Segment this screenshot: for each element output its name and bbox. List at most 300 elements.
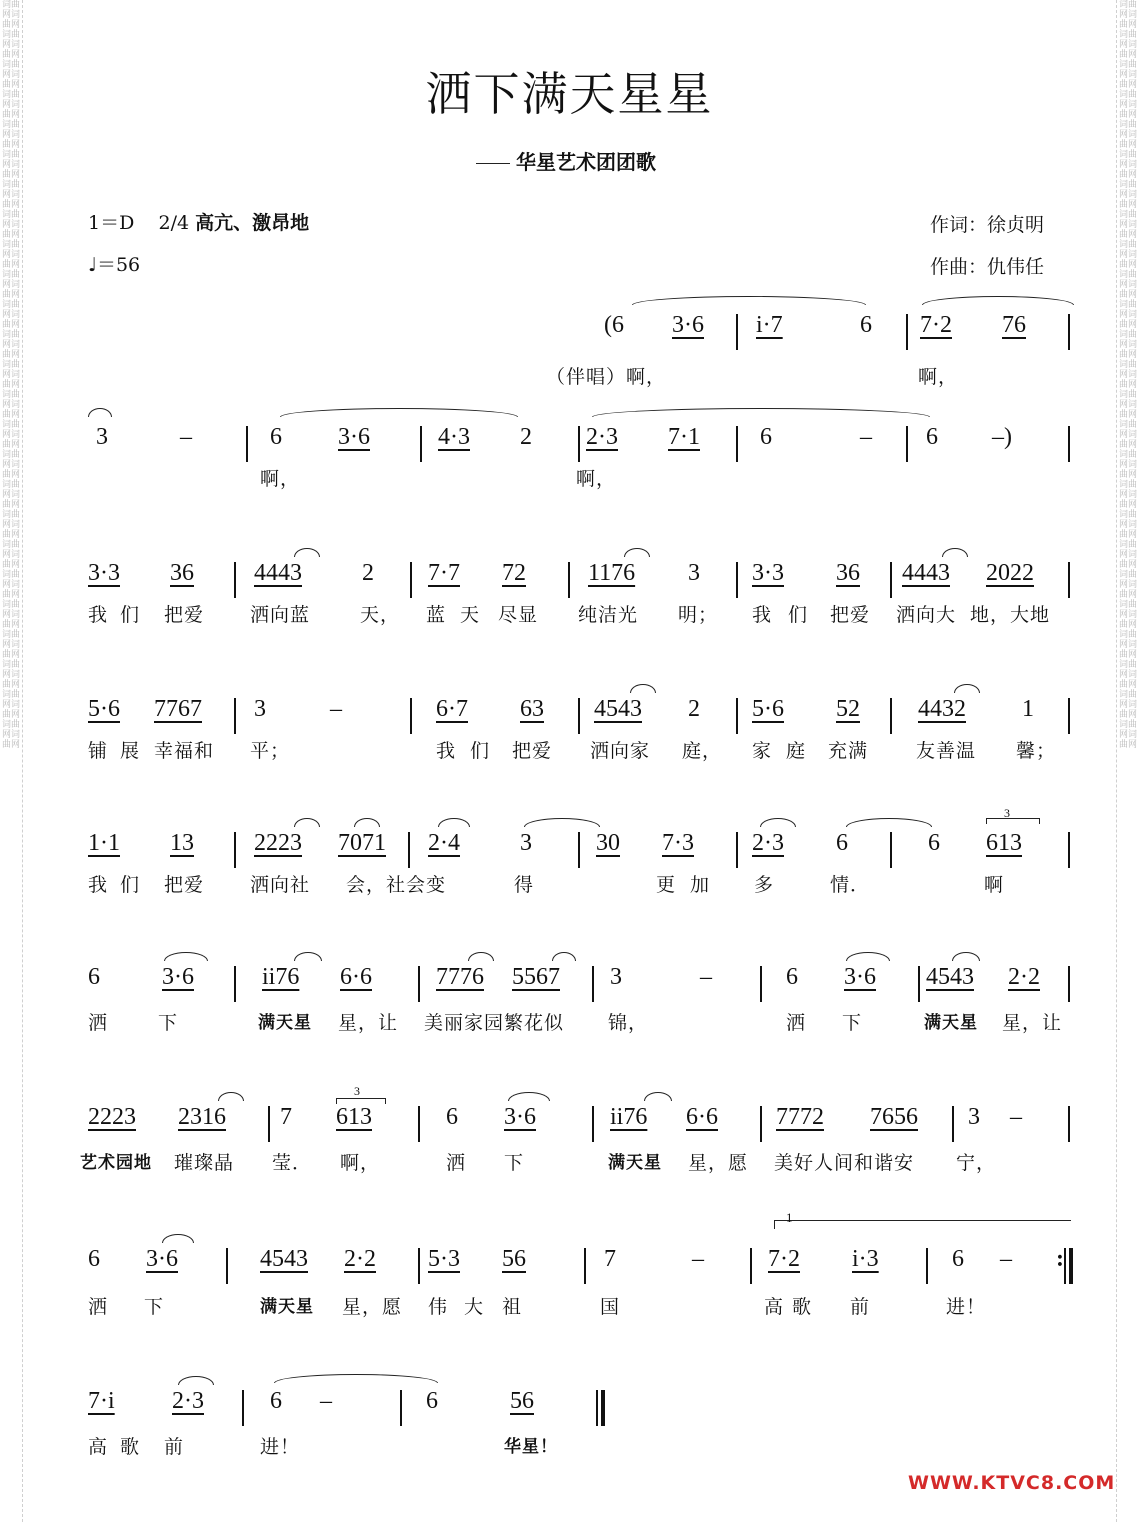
lyric: 满天星 — [924, 1013, 978, 1033]
barline — [760, 966, 762, 1002]
lyric: 啊 — [984, 874, 1005, 896]
note: 3·6 — [844, 964, 876, 990]
lyric: 们 — [788, 604, 809, 626]
subtitle-dash — [476, 163, 510, 164]
note: (6 — [604, 312, 624, 338]
lyric: 进！ — [260, 1436, 301, 1458]
score-row-9 — [84, 1388, 1074, 1478]
lyric: 下 — [842, 1012, 863, 1034]
barline — [420, 426, 422, 462]
note: 7656 — [870, 1104, 918, 1130]
note: – — [1000, 1246, 1012, 1272]
tie — [760, 818, 796, 827]
lyric: 馨； — [1016, 740, 1057, 762]
barline — [408, 832, 410, 868]
lyrics-line — [84, 1008, 1074, 1038]
lyric: 天 — [460, 604, 481, 626]
final-barline — [1069, 1248, 1073, 1284]
lyric: 展 — [120, 740, 141, 762]
note: 613 — [986, 830, 1022, 856]
tie — [552, 952, 576, 961]
tie — [624, 548, 650, 557]
barline — [234, 562, 236, 598]
lyric: 华星！ — [504, 1437, 558, 1457]
note: 2·3 — [586, 424, 618, 450]
note: – — [320, 1388, 332, 1414]
lyric: 进！ — [946, 1296, 987, 1318]
note: 6 — [926, 424, 938, 450]
lyric: 加 — [690, 874, 711, 896]
tie — [508, 1092, 550, 1101]
notes-line — [84, 696, 1074, 736]
lyric: 地，大地 — [970, 604, 1051, 626]
note: 2 — [520, 424, 532, 450]
note: 3 — [96, 424, 108, 450]
note: 7·i — [88, 1388, 115, 1414]
note: 2·3 — [172, 1388, 204, 1414]
barline — [418, 966, 420, 1002]
barline — [1068, 966, 1070, 1002]
lyric: 洒 — [88, 1012, 109, 1034]
note: 4443 — [254, 560, 302, 586]
lyric: 幸福和 — [154, 740, 215, 762]
note: – — [180, 424, 192, 450]
note: 4543 — [594, 696, 642, 722]
tie — [846, 952, 890, 961]
lyric: 洒 — [786, 1012, 807, 1034]
slur — [274, 1374, 438, 1383]
lyric: 大 — [464, 1296, 485, 1318]
tie — [468, 952, 494, 961]
lyrics-line — [84, 464, 1074, 494]
barline — [268, 1106, 270, 1142]
score-row-8 — [84, 1210, 1074, 1336]
barline — [890, 562, 892, 598]
barline — [1068, 1106, 1070, 1142]
lyric: 歌 — [792, 1296, 813, 1318]
notes-line — [84, 312, 1074, 352]
lyrics-line — [84, 600, 1074, 630]
note: 3·6 — [146, 1246, 178, 1272]
note: 6 — [270, 1388, 282, 1414]
lyric: 更 — [656, 874, 677, 896]
note: 5·6 — [752, 696, 784, 722]
note: 7071 — [338, 830, 386, 856]
note: 13 — [170, 830, 194, 856]
note: ii76 — [262, 964, 300, 990]
tie — [942, 548, 968, 557]
final-barline — [601, 1390, 605, 1426]
note: 3·3 — [88, 560, 120, 586]
lyric: 我 — [752, 604, 773, 626]
barline — [926, 1248, 928, 1284]
lyric: 艺术园地 — [80, 1153, 152, 1173]
barline — [578, 832, 580, 868]
note: 5567 — [512, 964, 560, 990]
barline — [242, 1390, 244, 1426]
barline — [906, 426, 908, 462]
note: –) — [992, 424, 1012, 450]
triplet-bracket — [986, 818, 1040, 824]
notes-line — [84, 560, 1074, 600]
slur — [922, 296, 1074, 305]
slur — [632, 296, 866, 305]
barline — [410, 562, 412, 598]
lyric: 洒向家 — [590, 740, 651, 762]
lyric: 变 — [426, 874, 447, 896]
note: – — [330, 696, 342, 722]
note: 7·3 — [662, 830, 694, 856]
note: – — [860, 424, 872, 450]
note: 56 — [502, 1246, 526, 1272]
note: 6 — [270, 424, 282, 450]
barline — [234, 966, 236, 1002]
note: 2·2 — [344, 1246, 376, 1272]
tie — [178, 1376, 214, 1385]
tie — [524, 818, 600, 827]
lyric: 把爱 — [164, 874, 205, 896]
side-watermark-left: 词曲网词曲网词曲网词曲网词曲网词曲网词曲网词曲网词曲网词曲网词曲网词曲网词曲网词曲网词曲网词曲网词曲网词曲网词曲网词曲网词曲网词曲网词曲网词曲网词曲网词曲网词曲网词曲网词曲网词曲网词曲网词曲网词曲网词曲网词曲网词曲网词曲网词曲网词曲网词曲网词曲网词曲网词曲网词曲网词曲网词曲网词曲网词曲网词曲网词曲网 — [2, 0, 20, 750]
note: 63 — [520, 696, 544, 722]
slur — [280, 408, 518, 417]
note: 1176 — [588, 560, 636, 586]
barline — [906, 314, 908, 350]
lyric: 宁， — [956, 1152, 997, 1174]
barline — [592, 966, 594, 1002]
note: 2·2 — [1008, 964, 1040, 990]
slur — [88, 408, 112, 417]
barline — [918, 966, 920, 1002]
tie — [164, 952, 208, 961]
barline — [400, 1390, 402, 1426]
barline — [1068, 698, 1070, 734]
note: 2·4 — [428, 830, 460, 856]
barline — [736, 426, 738, 462]
barline — [234, 698, 236, 734]
lyric: 星，让 — [338, 1012, 399, 1034]
lyric: 们 — [120, 874, 141, 896]
note: 5·6 — [88, 696, 120, 722]
lyric: 尽显 — [498, 604, 539, 626]
lyric: 会，社会 — [346, 874, 427, 896]
barline — [760, 1106, 762, 1142]
note: 6 — [928, 830, 940, 856]
note: 6 — [836, 830, 848, 856]
lyric: 满天星 — [608, 1153, 662, 1173]
barline — [592, 1106, 594, 1142]
lyric: 歌 — [120, 1436, 141, 1458]
lyric: 洒 — [446, 1152, 467, 1174]
lyric: 多 — [754, 874, 775, 896]
note: 2022 — [986, 560, 1034, 586]
barline — [418, 1106, 420, 1142]
note: 613 — [336, 1104, 372, 1130]
note: 2316 — [178, 1104, 226, 1130]
note: 3·3 — [752, 560, 784, 586]
notes-line — [84, 806, 1074, 870]
barline — [1068, 832, 1070, 868]
score-row-5 — [84, 806, 1074, 920]
barline — [890, 832, 892, 868]
note: 76 — [1002, 312, 1026, 338]
note: – — [700, 964, 712, 990]
barline — [410, 698, 412, 734]
subtitle — [476, 146, 656, 175]
lyric: 下 — [504, 1152, 525, 1174]
notes-line — [84, 1388, 1074, 1428]
note: 3 — [520, 830, 532, 856]
lyric: 情． — [830, 874, 871, 896]
barline — [584, 1248, 586, 1284]
note: 52 — [836, 696, 860, 722]
lyrics-line — [84, 870, 1074, 900]
lyrics-line — [80, 1148, 1074, 1178]
volta-bracket — [774, 1220, 1071, 1229]
note: 3·6 — [162, 964, 194, 990]
lyric: 家 — [752, 740, 773, 762]
key-signature: 1＝D — [88, 212, 135, 234]
note: – — [1010, 1104, 1022, 1130]
note: 1 — [1022, 696, 1034, 722]
lyric: 天， — [360, 604, 401, 626]
lyric: 下 — [144, 1296, 165, 1318]
note: 56 — [510, 1388, 534, 1414]
lyrics-line — [84, 1432, 1074, 1462]
lyric: 满天星 — [260, 1297, 314, 1317]
barline — [890, 698, 892, 734]
tie — [294, 818, 320, 827]
barline — [736, 832, 738, 868]
lyric: 铺 — [88, 740, 109, 762]
composer: 作曲：仇伟任 — [930, 256, 1045, 278]
note: 3 — [688, 560, 700, 586]
note: 36 — [836, 560, 860, 586]
lyric: 我 — [436, 740, 457, 762]
score-row-6 — [84, 964, 1074, 1054]
side-rule-left — [22, 0, 23, 1522]
lyric: 美好人间和谐安 — [774, 1152, 915, 1174]
tie — [294, 952, 322, 961]
note: 7 — [604, 1246, 616, 1272]
lyrics-line — [84, 1292, 1074, 1322]
lyric: 星，让 — [1002, 1012, 1063, 1034]
barline — [1068, 562, 1070, 598]
lyric: 高 — [764, 1296, 785, 1318]
song-title: 洒下满天星星 — [425, 67, 714, 121]
lyric: 国 — [600, 1296, 621, 1318]
lyric: 充满 — [828, 740, 869, 762]
subtitle-text: 华星艺术团团歌 — [516, 150, 656, 174]
note: 2223 — [88, 1104, 136, 1130]
note: 4543 — [260, 1246, 308, 1272]
note: 7·7 — [428, 560, 460, 586]
note: 6 — [786, 964, 798, 990]
key-time-line — [88, 208, 309, 235]
notes-line — [84, 964, 1074, 1004]
lyrics-line — [84, 736, 1074, 766]
note: 4543 — [926, 964, 974, 990]
score-row-3 — [84, 560, 1074, 650]
side-watermark-right: 词曲网词曲网词曲网词曲网词曲网词曲网词曲网词曲网词曲网词曲网词曲网词曲网词曲网词曲网词曲网词曲网词曲网词曲网词曲网词曲网词曲网词曲网词曲网词曲网词曲网词曲网词曲网词曲网词曲网词曲网词曲网词曲网词曲网词曲网词曲网词曲网词曲网词曲网词曲网词曲网词曲网词曲网词曲网词曲网词曲网词曲网词曲网词曲网词曲网词曲网 — [1119, 0, 1137, 750]
site-watermark-logo — [908, 1472, 1115, 1494]
lyric: 们 — [470, 740, 491, 762]
lyricist: 作词：徐贞明 — [930, 214, 1045, 236]
tie — [294, 548, 320, 557]
repeat-dots: : — [1056, 1246, 1064, 1272]
lyric: 把爱 — [512, 740, 553, 762]
barline — [234, 832, 236, 868]
note: 36 — [170, 560, 194, 586]
note: 6 — [860, 312, 872, 338]
note: 6 — [760, 424, 772, 450]
barline — [568, 562, 570, 598]
note: 7·1 — [668, 424, 700, 450]
note: 2 — [362, 560, 374, 586]
barline — [226, 1248, 228, 1284]
note: i·3 — [852, 1246, 879, 1272]
note: 6·6 — [686, 1104, 718, 1130]
note: 7767 — [154, 696, 202, 722]
note: 2·3 — [752, 830, 784, 856]
note: 1·1 — [88, 830, 120, 856]
lyric: 啊， — [918, 366, 959, 388]
note: 6·7 — [436, 696, 468, 722]
triplet-mark: 3 — [354, 1084, 360, 1098]
lyric: 星，愿 — [342, 1296, 403, 1318]
lyric: 洒向社 — [250, 874, 311, 896]
lyric: 洒向蓝 — [250, 604, 311, 626]
notes-line — [84, 424, 1074, 464]
tie — [952, 952, 980, 961]
notes-line — [84, 1210, 1074, 1286]
note: 7·2 — [768, 1246, 800, 1272]
lyric: 明； — [678, 604, 719, 626]
lyric: 们 — [120, 604, 141, 626]
barline — [736, 314, 738, 350]
note: ii76 — [610, 1104, 648, 1130]
lyric: 美丽家园繁花似 — [424, 1012, 565, 1034]
lyric: 把爱 — [164, 604, 205, 626]
note: 5·3 — [428, 1246, 460, 1272]
note: 7772 — [776, 1104, 824, 1130]
barline — [1068, 314, 1070, 350]
tie — [162, 1234, 194, 1243]
lyric: 蓝 — [426, 604, 447, 626]
expression-mark: 高亢、激昂地 — [195, 212, 310, 234]
lyric: 伟 — [428, 1296, 449, 1318]
volta-number: 1 — [786, 1210, 793, 1225]
lyric: 平； — [250, 740, 291, 762]
lyric: 星，愿 — [688, 1152, 749, 1174]
barline — [1064, 1248, 1066, 1284]
note: 3 — [254, 696, 266, 722]
note: 3·6 — [672, 312, 704, 338]
lyric: 我 — [88, 604, 109, 626]
barline — [736, 698, 738, 734]
note: 6 — [952, 1246, 964, 1272]
tie — [954, 684, 980, 693]
barline — [246, 426, 248, 462]
slur — [592, 408, 930, 417]
lyric: 下 — [158, 1012, 179, 1034]
lyric: 友善温 — [916, 740, 977, 762]
tie — [630, 684, 656, 693]
time-signature: 2/4 — [158, 212, 190, 234]
lyric: 啊， — [340, 1152, 381, 1174]
lyric: 祖 — [502, 1296, 523, 1318]
lyric: 锦， — [608, 1012, 649, 1034]
tie — [644, 1092, 672, 1101]
lyric: 前 — [164, 1436, 185, 1458]
note: 6 — [446, 1104, 458, 1130]
triplet-bracket — [336, 1098, 386, 1104]
barline — [596, 1390, 598, 1426]
lyric: （伴唱）啊， — [546, 366, 667, 388]
score-row-7 — [80, 1084, 1074, 1194]
score-row-1 — [84, 312, 1074, 402]
lyric: 洒向大 — [896, 604, 957, 626]
note: 7776 — [436, 964, 484, 990]
lyric: 满天星 — [258, 1013, 312, 1033]
note: 6 — [426, 1388, 438, 1414]
note: 6 — [88, 964, 100, 990]
note: 6 — [88, 1246, 100, 1272]
note: 4·3 — [438, 424, 470, 450]
tempo-mark: ♩＝56 — [88, 254, 141, 276]
barline — [578, 426, 580, 462]
note: 2 — [688, 696, 700, 722]
note: – — [692, 1246, 704, 1272]
score-row-2 — [84, 424, 1074, 514]
lyric: 庭， — [682, 740, 723, 762]
watermark-text: WWW.KTVC8.COM — [908, 1472, 1116, 1494]
note: 3·6 — [504, 1104, 536, 1130]
barline — [418, 1248, 420, 1284]
note: i·7 — [756, 312, 783, 338]
note: 7·2 — [920, 312, 952, 338]
tie — [846, 818, 932, 827]
lyrics-line — [84, 362, 1074, 392]
note: 6·6 — [340, 964, 372, 990]
lyric: 纯洁光 — [578, 604, 639, 626]
triplet-mark: 3 — [1004, 806, 1010, 820]
lyric: 前 — [850, 1296, 871, 1318]
note: 3 — [610, 964, 622, 990]
score-row-4 — [84, 696, 1074, 786]
barline — [750, 1248, 752, 1284]
lyric: 庭 — [786, 740, 807, 762]
note: 3 — [968, 1104, 980, 1130]
note: 3·6 — [338, 424, 370, 450]
lyric: 我 — [88, 874, 109, 896]
barline — [952, 1106, 954, 1142]
barline — [1068, 426, 1070, 462]
lyric: 啊， — [260, 468, 301, 490]
lyric: 莹． — [272, 1152, 313, 1174]
note: 7 — [280, 1104, 292, 1130]
lyric: 高 — [88, 1436, 109, 1458]
tie — [218, 1092, 244, 1101]
barline — [578, 698, 580, 734]
tie — [438, 818, 470, 827]
lyric: 把爱 — [830, 604, 871, 626]
note: 72 — [502, 560, 526, 586]
lyric: 啊， — [576, 468, 617, 490]
note: 30 — [596, 830, 620, 856]
lyric: 洒 — [88, 1296, 109, 1318]
tie — [354, 818, 380, 827]
side-rule-right — [1116, 0, 1117, 1522]
